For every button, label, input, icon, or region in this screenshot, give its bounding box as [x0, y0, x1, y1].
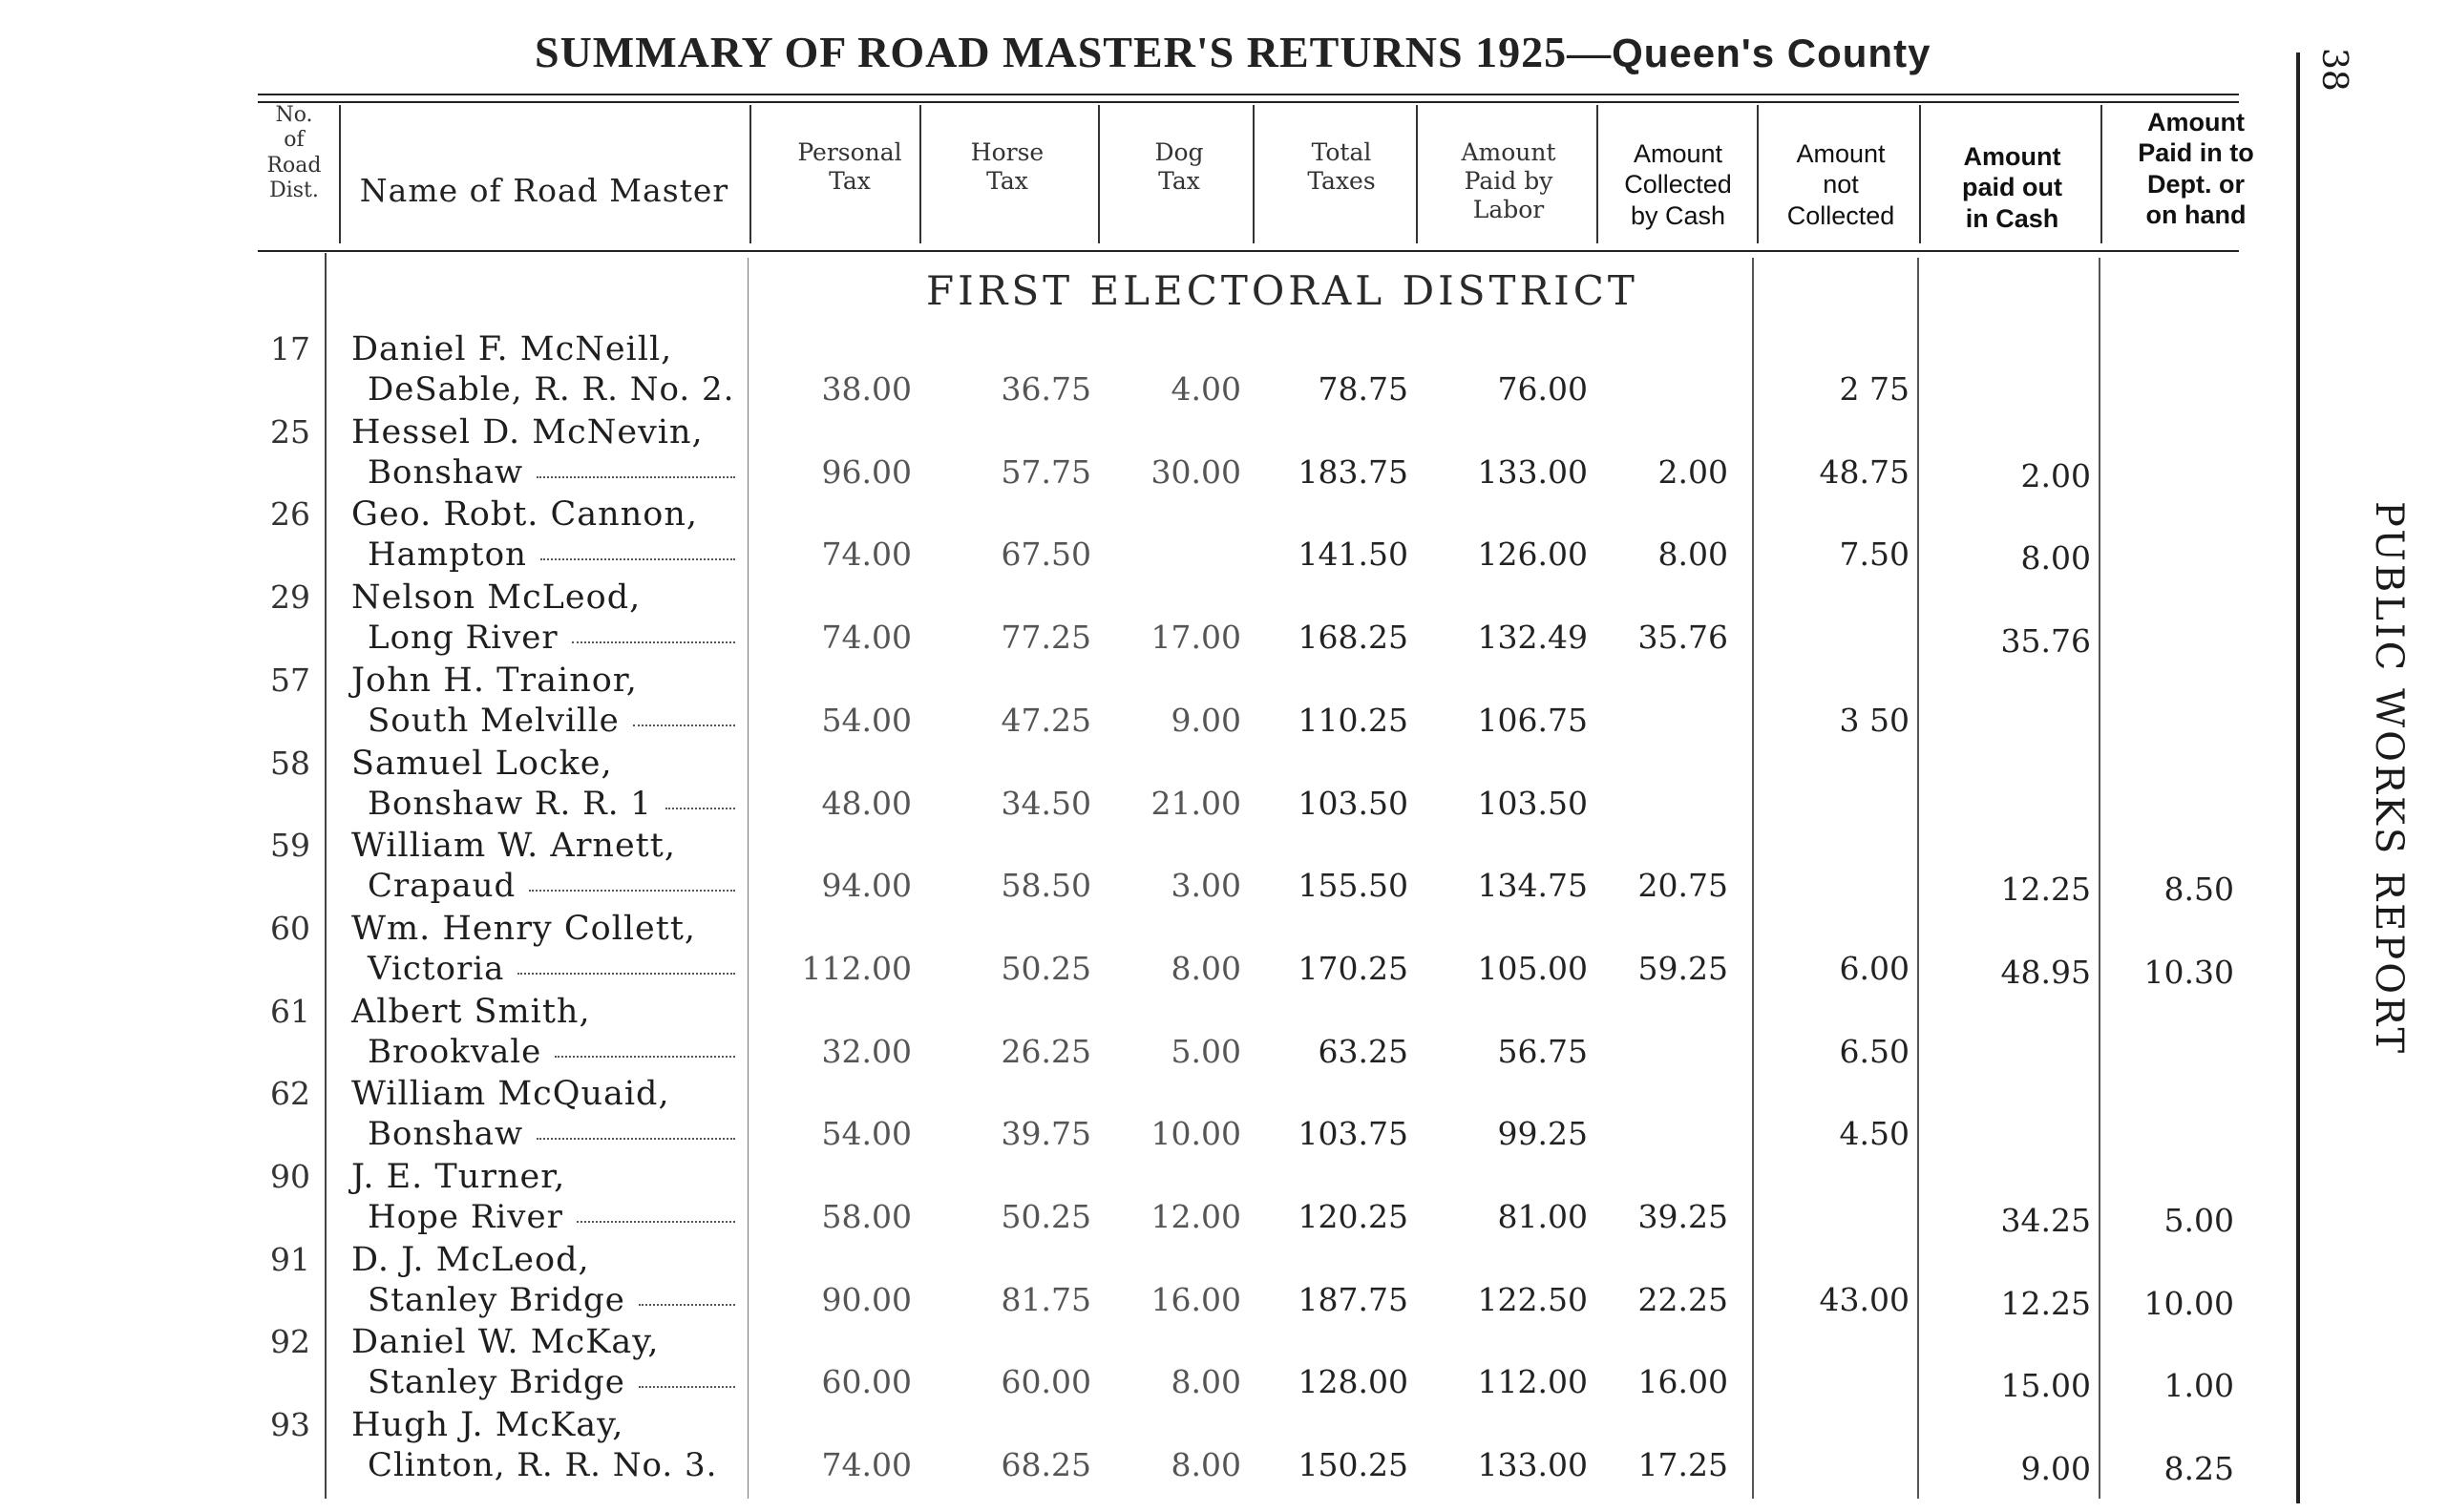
cell-horse-tax: 36.75 — [1001, 370, 1091, 408]
header-line: of — [284, 128, 305, 153]
table-row — [0, 1235, 2291, 1322]
road-district-number: 90 — [270, 1158, 310, 1195]
cell-total-taxes: 103.50 — [1298, 784, 1408, 822]
cell-personal-tax: 54.00 — [821, 701, 912, 739]
cell-paid-by-labor: 99.25 — [1497, 1115, 1588, 1153]
cell-paid-by-labor: 133.00 — [1477, 1446, 1588, 1484]
cell-paid-in-dept: 10.30 — [2143, 953, 2234, 991]
col-divider — [1253, 105, 1255, 243]
cell-total-taxes: 183.75 — [1298, 452, 1408, 491]
cell-dog-tax: 21.00 — [1150, 784, 1241, 822]
cell-horse-tax: 57.75 — [1001, 452, 1091, 491]
cell-total-taxes: 63.25 — [1318, 1032, 1408, 1070]
cell-total-taxes: 170.25 — [1298, 949, 1408, 987]
header-collected-by-cash — [1604, 138, 1752, 231]
cell-personal-tax: 60.00 — [821, 1363, 912, 1401]
cell-personal-tax: 54.00 — [821, 1115, 912, 1153]
cell-horse-tax: 68.25 — [1001, 1446, 1091, 1484]
header-dog-tax — [1112, 138, 1246, 196]
col-divider — [339, 105, 341, 243]
road-district-number: 92 — [270, 1323, 310, 1361]
cell-paid-out-cash: 34.25 — [2000, 1202, 2091, 1239]
header-line: not — [1823, 170, 1859, 200]
cell-total-taxes: 150.25 — [1298, 1446, 1408, 1484]
title-main: SUMMARY OF ROAD MASTER'S RETURNS 1925 — [535, 28, 1568, 76]
cell-paid-in-dept: 1.00 — [2163, 1367, 2234, 1405]
cell-collected-by-cash: 22.25 — [1637, 1280, 1728, 1318]
road-master-name: Daniel W. McKay, — [351, 1323, 660, 1362]
header-line: Paid by — [1464, 167, 1553, 195]
dot-leader — [577, 1211, 735, 1223]
col-divider — [1596, 105, 1598, 243]
road-district-number: 26 — [270, 495, 310, 534]
road-master-name: Nelson McLeod, — [351, 578, 642, 618]
road-master-name: William McQuaid, — [351, 1075, 670, 1114]
cell-dog-tax: 8.00 — [1171, 1363, 1241, 1401]
running-title: PUBLIC WORKS REPORT — [2367, 501, 2411, 1057]
road-master-name: Albert Smith, — [351, 992, 591, 1031]
header-line: Dept. or — [2146, 169, 2245, 199]
cell-horse-tax: 50.25 — [1001, 949, 1091, 987]
header-line: Tax — [986, 167, 1028, 195]
dot-leader — [639, 1376, 735, 1388]
road-master-address: Hope River — [368, 1198, 563, 1236]
road-master-address: Bonshaw — [368, 452, 524, 492]
title-rule-top — [258, 94, 2239, 95]
title-dash: — — [1567, 28, 1613, 76]
road-district-number: 58 — [270, 744, 310, 782]
table-row — [0, 821, 2291, 909]
table-row — [0, 987, 2291, 1069]
road-master-address: Victoria — [368, 949, 505, 988]
cell-paid-in-dept: 8.50 — [2163, 871, 2234, 909]
cell-collected-by-cash: 20.75 — [1637, 867, 1728, 905]
cell-personal-tax: 90.00 — [821, 1280, 912, 1318]
header-personal-tax — [778, 138, 921, 196]
header-line: Amount — [1461, 138, 1556, 166]
cell-paid-out-cash: 12.25 — [2000, 1284, 2091, 1322]
road-master-name: Daniel F. McNeill, — [351, 330, 673, 368]
road-master-address: Crapaud — [368, 867, 517, 906]
cell-horse-tax: 34.50 — [1001, 784, 1091, 822]
road-district-number: 17 — [270, 330, 310, 368]
dot-leader — [529, 880, 735, 892]
cell-paid-by-labor: 81.00 — [1497, 1198, 1588, 1235]
header-line: paid out — [1962, 173, 2062, 202]
cell-horse-tax: 58.50 — [1001, 867, 1091, 905]
cell-not-collected: 6.50 — [1839, 1032, 1910, 1070]
cell-paid-by-labor: 134.75 — [1477, 867, 1588, 905]
road-district-number: 61 — [270, 992, 310, 1030]
cell-personal-tax: 58.00 — [821, 1198, 912, 1235]
road-master-address: Brookvale — [368, 1032, 542, 1071]
cell-collected-by-cash: 59.25 — [1637, 949, 1728, 987]
road-master-name: J. E. Turner, — [351, 1158, 566, 1196]
cell-paid-out-cash: 35.76 — [2000, 622, 2091, 661]
road-master-address: Clinton, R. R. No. 3. — [368, 1446, 718, 1485]
cell-not-collected: 6.00 — [1839, 949, 1910, 987]
cell-personal-tax: 74.00 — [821, 1446, 912, 1484]
table-row — [0, 490, 2291, 578]
table-row — [0, 1069, 2291, 1154]
header-line: by Cash — [1630, 200, 1726, 230]
table-row — [0, 1317, 2291, 1405]
cell-collected-by-cash: 8.00 — [1657, 536, 1728, 574]
road-master-address: Stanley Bridge — [368, 1363, 625, 1402]
cell-paid-by-labor: 105.00 — [1477, 949, 1588, 987]
dot-leader — [537, 467, 735, 478]
cell-horse-tax: 50.25 — [1001, 1198, 1091, 1235]
cell-total-taxes: 141.50 — [1298, 536, 1408, 574]
table-row — [0, 904, 2291, 991]
cell-collected-by-cash: 17.25 — [1637, 1446, 1728, 1484]
col-divider — [749, 105, 751, 243]
road-master-address: Long River — [368, 619, 559, 658]
dot-leader — [540, 549, 735, 560]
cell-not-collected: 7.50 — [1839, 536, 1910, 574]
road-master-name: Wm. Henry Collett, — [351, 909, 697, 948]
cell-dog-tax: 8.00 — [1171, 1446, 1241, 1484]
cell-total-taxes: 168.25 — [1298, 619, 1408, 657]
col-divider — [2100, 105, 2102, 243]
road-master-name: Hugh J. McKay, — [351, 1406, 624, 1445]
dot-leader — [639, 1294, 735, 1306]
dot-leader — [537, 1128, 735, 1140]
cell-paid-by-labor: 126.00 — [1477, 536, 1588, 574]
cell-paid-by-labor: 106.75 — [1477, 701, 1588, 739]
road-district-number: 29 — [270, 578, 310, 617]
cell-paid-out-cash: 12.25 — [2000, 871, 2091, 909]
header-line: Dist. — [269, 178, 319, 203]
cell-personal-tax: 74.00 — [821, 536, 912, 574]
road-master-name: D. J. McLeod, — [351, 1240, 590, 1279]
header-line: Personal — [797, 138, 902, 166]
cell-not-collected: 4.50 — [1839, 1115, 1910, 1153]
col-divider — [1416, 105, 1418, 243]
road-master-name: Hessel D. McNevin, — [351, 412, 704, 452]
header-paid-by-labor — [1427, 138, 1590, 224]
cell-total-taxes: 78.75 — [1318, 370, 1408, 408]
cell-total-taxes: 120.25 — [1298, 1198, 1408, 1235]
table-row — [0, 573, 2291, 661]
cell-horse-tax: 47.25 — [1001, 701, 1091, 739]
header-line: Tax — [1158, 167, 1200, 195]
col-divider — [1098, 105, 1100, 243]
cell-paid-by-labor: 132.49 — [1477, 619, 1588, 657]
header-road-dist — [256, 103, 332, 204]
table-row — [0, 656, 2291, 738]
cell-dog-tax: 5.00 — [1171, 1032, 1241, 1070]
header-paid-out-cash — [1929, 141, 2096, 234]
cell-horse-tax: 26.25 — [1001, 1032, 1091, 1070]
cell-total-taxes: 187.75 — [1298, 1280, 1408, 1318]
cell-horse-tax: 39.75 — [1001, 1115, 1091, 1153]
road-master-name: William W. Arnett, — [351, 827, 676, 866]
cell-personal-tax: 96.00 — [821, 452, 912, 491]
header-horse-tax — [940, 138, 1074, 196]
header-line: Taxes — [1307, 167, 1376, 195]
table-row — [0, 325, 2291, 407]
header-paid-in-dept — [2105, 107, 2287, 231]
cell-personal-tax: 112.00 — [801, 949, 912, 987]
cell-not-collected: 2 75 — [1839, 370, 1910, 408]
cell-paid-by-labor: 133.00 — [1477, 452, 1588, 491]
cell-paid-in-dept: 8.25 — [2163, 1450, 2234, 1488]
dot-leader — [555, 1046, 735, 1058]
cell-dog-tax: 9.00 — [1171, 701, 1241, 739]
road-district-number: 62 — [270, 1075, 310, 1113]
cell-dog-tax: 16.00 — [1150, 1280, 1241, 1318]
cell-personal-tax: 38.00 — [821, 370, 912, 408]
header-line: Dog — [1154, 138, 1204, 166]
cell-horse-tax: 81.75 — [1001, 1280, 1091, 1318]
header-line: Amount — [2147, 108, 2245, 136]
page-number: 38 — [2314, 48, 2353, 92]
road-district-number: 57 — [270, 661, 310, 699]
cell-total-taxes: 103.75 — [1298, 1115, 1408, 1153]
cell-personal-tax: 74.00 — [821, 619, 912, 657]
cell-personal-tax: 94.00 — [821, 867, 912, 905]
header-line: Amount — [1633, 139, 1723, 168]
road-master-address: South Melville — [368, 701, 620, 740]
cell-dog-tax: 8.00 — [1171, 949, 1241, 987]
cell-personal-tax: 32.00 — [821, 1032, 912, 1070]
table-row — [0, 408, 2291, 494]
dot-leader — [665, 798, 735, 809]
header-line: Paid in to — [2138, 138, 2254, 168]
cell-paid-by-labor: 112.00 — [1477, 1363, 1588, 1401]
cell-total-taxes: 110.25 — [1298, 701, 1408, 739]
road-master-address: Hampton — [368, 536, 527, 575]
col-divider — [1757, 105, 1759, 243]
header-line: Total — [1311, 138, 1372, 166]
cell-paid-by-labor: 122.50 — [1477, 1280, 1588, 1318]
cell-horse-tax: 77.25 — [1001, 619, 1091, 657]
cell-horse-tax: 67.50 — [1001, 536, 1091, 574]
dot-leader — [633, 715, 735, 726]
cell-dog-tax: 10.00 — [1150, 1115, 1241, 1153]
road-district-number: 91 — [270, 1240, 310, 1278]
header-name: Name of Road Master — [359, 172, 729, 209]
header-not-collected — [1764, 138, 1917, 231]
dot-leader — [517, 963, 735, 975]
road-district-number: 60 — [270, 909, 310, 947]
cell-total-taxes: 128.00 — [1298, 1363, 1408, 1401]
road-district-number: 59 — [270, 827, 310, 865]
page-title — [535, 27, 1967, 77]
cell-paid-out-cash: 48.95 — [2000, 953, 2091, 991]
title-county: Queen's County — [1612, 31, 1931, 75]
cell-paid-by-labor: 56.75 — [1497, 1032, 1588, 1070]
road-master-name: John H. Trainor, — [351, 661, 638, 700]
table-row — [0, 739, 2291, 821]
header-line: Tax — [829, 167, 871, 195]
road-district-number: 93 — [270, 1406, 310, 1444]
cell-dog-tax: 4.00 — [1171, 370, 1241, 408]
table-row — [0, 1152, 2291, 1239]
cell-dog-tax: 30.00 — [1150, 452, 1241, 491]
cell-collected-by-cash: 35.76 — [1637, 619, 1728, 657]
cell-not-collected: 43.00 — [1819, 1280, 1910, 1318]
road-master-address: Stanley Bridge — [368, 1280, 625, 1319]
cell-dog-tax: 3.00 — [1171, 867, 1241, 905]
cell-total-taxes: 155.50 — [1298, 867, 1408, 905]
header-line: Amount — [1796, 139, 1886, 168]
cell-collected-by-cash: 39.25 — [1637, 1198, 1728, 1235]
table-row — [0, 1400, 2291, 1488]
cell-dog-tax: 17.00 — [1150, 619, 1241, 657]
header-line: Collected — [1624, 170, 1732, 200]
cell-paid-out-cash: 9.00 — [2020, 1450, 2091, 1488]
cell-dog-tax: 12.00 — [1150, 1198, 1241, 1235]
road-master-name: Geo. Robt. Cannon, — [351, 495, 698, 535]
cell-horse-tax: 60.00 — [1001, 1363, 1091, 1401]
cell-personal-tax: 48.00 — [821, 784, 912, 822]
header-line: Horse — [970, 138, 1045, 166]
side-rule — [2296, 52, 2300, 1503]
dot-leader — [572, 632, 735, 643]
header-total-taxes — [1270, 138, 1413, 196]
header-rule — [258, 250, 2239, 252]
title-rule-bottom — [258, 101, 2239, 103]
cell-not-collected: 3 50 — [1839, 701, 1910, 739]
road-district-number: 25 — [270, 412, 310, 451]
cell-paid-out-cash: 15.00 — [2000, 1367, 2091, 1405]
cell-paid-in-dept: 10.00 — [2143, 1284, 2234, 1322]
cell-not-collected: 48.75 — [1819, 452, 1910, 491]
header-line: Labor — [1472, 196, 1545, 223]
road-master-address: DeSable, R. R. No. 2. — [368, 370, 735, 409]
cell-paid-out-cash: 2.00 — [2020, 456, 2091, 494]
cell-collected-by-cash: 2.00 — [1657, 452, 1728, 491]
district-heading: FIRST ELECTORAL DISTRICT — [926, 267, 1638, 314]
cell-paid-in-dept: 5.00 — [2163, 1202, 2234, 1239]
cell-paid-by-labor: 103.50 — [1477, 784, 1588, 822]
road-master-name: Samuel Locke, — [351, 744, 613, 783]
header-line: Road — [266, 153, 322, 178]
cell-paid-by-labor: 76.00 — [1497, 370, 1588, 408]
cell-paid-out-cash: 8.00 — [2020, 539, 2091, 578]
road-master-address: Bonshaw — [368, 1115, 524, 1154]
col-divider — [1919, 105, 1921, 243]
header-line: Collected — [1786, 200, 1895, 230]
header-line: in Cash — [1965, 203, 2059, 233]
road-master-address: Bonshaw R. R. 1 — [368, 784, 652, 823]
header-line: No. — [275, 103, 313, 127]
cell-collected-by-cash: 16.00 — [1637, 1363, 1728, 1401]
header-line: on hand — [2145, 200, 2247, 230]
header-line: Amount — [1963, 142, 2061, 171]
